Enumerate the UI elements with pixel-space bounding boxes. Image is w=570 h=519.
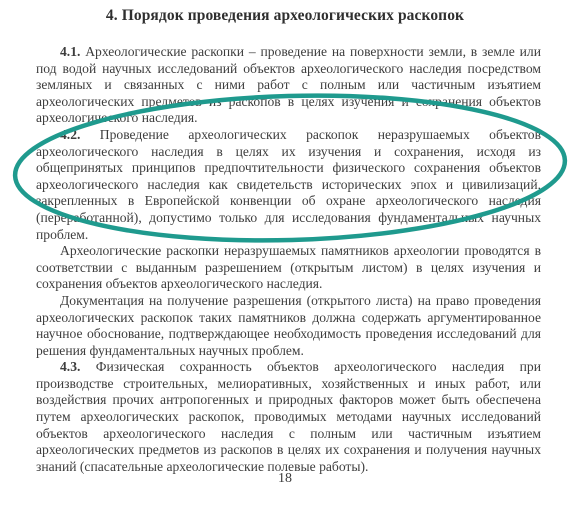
page-number: 18 xyxy=(278,471,292,486)
paragraph-text: Археологические раскопки – проведение на поверхности земли, в земле или под водой научных исследований объектов археологического наследия посредством земляных и связанных с ними работ с полным или частичным изъятием археологических предметов из раскопов в целях изучения и сохранения объектов археологического наследия. xyxy=(36,44,541,126)
paragraph-number: 4.2. xyxy=(60,126,81,142)
paragraph-4-3 xyxy=(36,359,541,475)
paragraph-text: Археологические раскопки неразрушаемых памятников археологии проводятся в соответствии с выданным разрешением (открытым листом) в целях изучения и сохранения объектов археологического наследия. xyxy=(36,243,541,292)
paragraph-number: 4.3. xyxy=(60,359,81,375)
paragraph-number: 4.1. xyxy=(60,44,81,59)
paragraph-documentation xyxy=(36,293,541,359)
section-heading: 4. Порядок проведения археологических раскопок xyxy=(105,7,465,24)
paragraph-text: Проведение археологических раскопок неразрушаемых объектов археологического наследия в целях их изучения и сохранения, исходя из общепринятых принципов предпочтительности физического сохранения объектов археологического наследия как свидетельств исторических эпох и цивилизаций, закрепленных в Европейской конвенции об охране археологического наследия (переработанной), допустимо только для исследования фундаментальных научных проблем. xyxy=(36,126,541,242)
paragraph-4-1 xyxy=(36,44,541,127)
paragraph-4-2 xyxy=(36,127,541,243)
paragraph-text: Документация на получение разрешения (открытого листа) на право проведения археологических раскопок таких памятников должна содержать аргументированное научное обоснование, подтверждающее необходимость проведения исследований для решения фундаментальных научных проблем. xyxy=(36,292,541,358)
paragraph-4-2-continued xyxy=(36,243,541,293)
body-text xyxy=(36,44,541,475)
paragraph-text: Физическая сохранность объектов археологического наследия при производстве строительных, мелиоративных, хозяйственных и иных работ, или воздействия прочих антропогенных и природных факторов может быть обеспечена путем археологических раскопок, проводимых методами научных исследований объектов археологического наследия с полным или частичным изъятием археологических предметов из раскопов в целях их сохранения и получения научных знаний (спасательные археологические полевые работы). xyxy=(36,359,541,474)
